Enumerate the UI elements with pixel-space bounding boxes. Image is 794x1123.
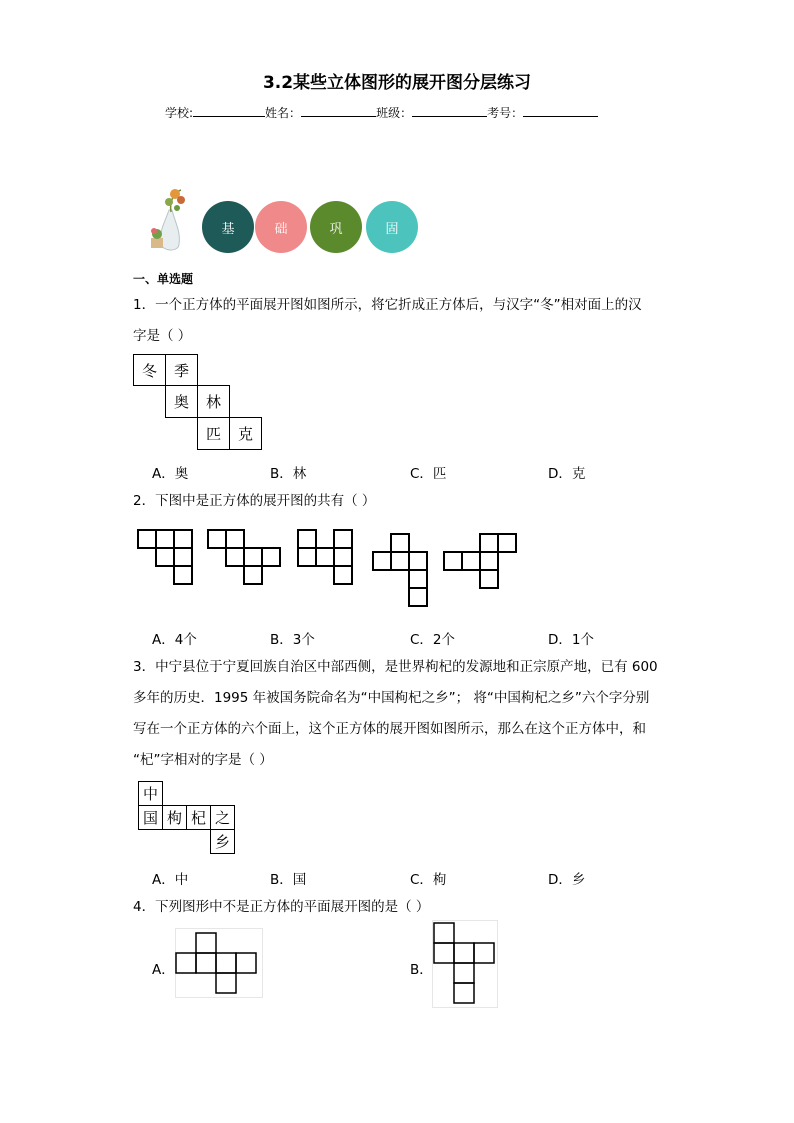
name-label: 姓名： <box>265 106 302 120</box>
question-2-option-a[interactable]: A．4个 <box>152 632 197 648</box>
exam-no-blank[interactable] <box>523 104 598 117</box>
net-cell: 林 <box>197 385 230 418</box>
net-figure-4 <box>373 534 427 606</box>
net-cell: 乡 <box>210 829 235 854</box>
question-4-option-a[interactable]: A． <box>152 962 175 978</box>
question-1-line-1: 1．一个正方体的平面展开图如图所示，将它折成正方体后，与汉字“冬”相对面上的汉 <box>133 297 642 313</box>
net-cell: 之 <box>210 805 235 830</box>
net-cell: 季 <box>165 354 198 386</box>
question-2-figures <box>130 524 530 614</box>
page-title: 3.2某些立体图形的展开图分层练习 <box>262 73 532 93</box>
question-1-line-2: 字是（ ） <box>133 328 192 344</box>
net-cell: 克 <box>229 417 262 450</box>
name-blank[interactable] <box>301 104 376 117</box>
school-blank[interactable] <box>193 104 265 117</box>
net-cell: 杞 <box>186 805 211 830</box>
net-cell: 枸 <box>162 805 187 830</box>
question-4-figure-a <box>175 928 263 998</box>
net-figure-2 <box>208 530 280 584</box>
section-heading: 一、单选题 <box>133 272 194 286</box>
net-cell: 奥 <box>165 385 198 418</box>
question-1-option-d[interactable]: D．克 <box>548 466 586 482</box>
question-1-option-a[interactable]: A．奥 <box>152 466 189 482</box>
question-4-figure-b <box>432 920 498 1008</box>
net-figure-1 <box>138 530 192 584</box>
question-1-option-b[interactable]: B．林 <box>270 466 307 482</box>
class-blank[interactable] <box>412 104 487 117</box>
net-cell: 匹 <box>197 417 230 450</box>
question-4-stem: 4．下列图形中不是正方体的平面展开图的是（ ） <box>133 899 430 915</box>
exam-no-label: 考号： <box>487 106 524 120</box>
question-3-line-4: “杞”字相对的字是（ ） <box>133 752 273 768</box>
question-2-option-b[interactable]: B．3个 <box>270 632 315 648</box>
net-cell: 冬 <box>133 354 166 386</box>
question-1-option-c[interactable]: C．匹 <box>410 466 447 482</box>
class-label: 班级： <box>376 106 413 120</box>
net-figure-3 <box>298 530 352 584</box>
net-figure-5 <box>444 534 516 588</box>
badge-circle-2: 础 <box>255 201 307 253</box>
badge-circle-3: 巩 <box>310 201 362 253</box>
question-4-option-b[interactable]: B． <box>410 962 433 978</box>
question-3-option-c[interactable]: C．枸 <box>410 872 447 888</box>
question-3-option-a[interactable]: A．中 <box>152 872 189 888</box>
question-3-line-2: 多年的历史．1995 年被国务院命名为“中国枸杞之乡”； 将“中国枸杞之乡”六个字分别 <box>133 690 650 706</box>
question-3-line-3: 写在一个正方体的六个面上，这个正方体的展开图如图所示，那么在这个正方体中，和 <box>133 721 646 737</box>
net-cell: 国 <box>138 805 163 830</box>
plant-vase-icon <box>145 186 193 254</box>
question-2-option-c[interactable]: C．2个 <box>410 632 456 648</box>
question-2-option-d[interactable]: D．1个 <box>548 632 594 648</box>
badge-circle-1: 基 <box>202 201 254 253</box>
question-3-option-b[interactable]: B．国 <box>270 872 307 888</box>
question-2-stem: 2．下图中是正方体的展开图的共有（ ） <box>133 493 376 509</box>
question-3-option-d[interactable]: D．乡 <box>548 872 586 888</box>
school-label: 学校: <box>165 106 194 120</box>
student-info-line <box>165 104 598 121</box>
question-3-line-1: 3．中宁县位于宁夏回族自治区中部西侧，是世界枸杞的发源地和正宗原产地，已有 600 <box>133 659 658 675</box>
badge-circle-4: 固 <box>366 201 418 253</box>
net-cell: 中 <box>138 781 163 806</box>
